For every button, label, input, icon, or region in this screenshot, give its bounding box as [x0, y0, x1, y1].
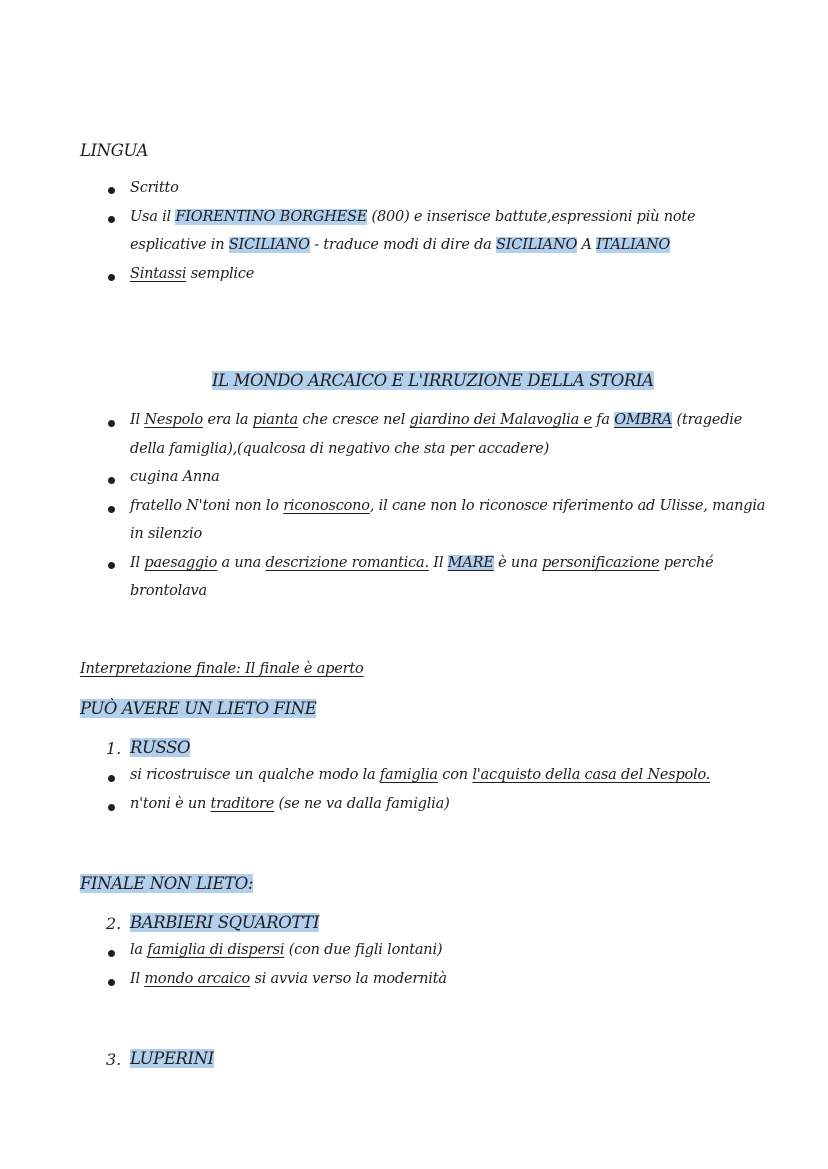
list-number: 2.: [106, 914, 122, 933]
list-item: [130, 971, 447, 987]
section-heading-lieto: [80, 699, 316, 718]
text: n'toni è un: [130, 796, 211, 812]
bullet-icon: [108, 979, 115, 986]
underlined-text: riconoscono: [283, 498, 370, 514]
list-item: [130, 555, 714, 571]
text: era la: [203, 412, 253, 428]
section-heading-lingua: LINGUA: [80, 141, 149, 160]
list-item: [130, 767, 710, 783]
text: si avvia verso la modernità: [250, 971, 447, 987]
bullet-icon: [108, 804, 115, 811]
text: esplicative in: [130, 237, 229, 253]
critic-russo: [130, 738, 190, 757]
critic-luperini: [130, 1049, 214, 1068]
bullet-icon: [108, 274, 115, 281]
text: fa: [591, 412, 615, 428]
underlined-text: famiglia: [379, 767, 438, 783]
underlined-text: Interpretazione finale: Il finale è aperto: [80, 661, 364, 677]
list-item: cugina Anna: [130, 469, 220, 485]
highlight: RUSSO: [130, 738, 191, 757]
interpretation-heading: [80, 661, 363, 677]
bullet-icon: [108, 506, 115, 513]
section-heading-nonlieto: [80, 874, 253, 893]
bullet-icon: [108, 216, 115, 223]
underlined-text: pianta: [252, 412, 298, 428]
text: semplice: [186, 266, 255, 282]
underlined-text: Nespolo: [144, 412, 204, 428]
list-item: [130, 498, 765, 514]
bullet-icon: [108, 950, 115, 957]
text: che cresce nel: [297, 412, 410, 428]
text: con: [437, 767, 473, 783]
highlight: PUÒ AVERE UN LIETO FINE: [80, 699, 317, 718]
underlined-text: l'acquisto della casa del Nespolo.: [472, 767, 711, 783]
bullet-icon: [108, 477, 115, 484]
text: A: [577, 237, 597, 253]
list-number: 1.: [106, 739, 122, 758]
highlight: BARBIERI SQUAROTTI: [130, 913, 320, 932]
text: Il: [428, 555, 448, 571]
underlined-text: mondo arcaico: [144, 971, 251, 987]
list-item-continuation: brontolava: [130, 583, 207, 599]
text: si ricostruisce un qualche modo la: [130, 767, 380, 783]
underlined-text: personificazione: [542, 555, 660, 571]
bullet-icon: [108, 562, 115, 569]
underlined-text: descrizione romantica.: [265, 555, 429, 571]
highlight: FINALE NON LIETO:: [80, 874, 254, 893]
text: è una: [493, 555, 543, 571]
list-item-continuation: della famiglia),(qualcosa di negativo che sta per accadere): [130, 441, 550, 457]
text: la: [130, 942, 148, 958]
highlight: SICILIANO: [496, 237, 578, 253]
text: fratello N'toni non lo: [130, 498, 284, 514]
underlined-text: traditore: [210, 796, 275, 812]
bullet-icon: [108, 187, 115, 194]
highlight: OMBRA: [614, 412, 673, 428]
section-heading-mondo: [212, 371, 654, 390]
text: (tragedie: [672, 412, 743, 428]
text: a una: [217, 555, 266, 571]
underlined-text: famiglia di dispersi: [147, 942, 285, 958]
list-item: Scritto: [130, 180, 179, 196]
text: Il: [130, 412, 145, 428]
highlight: ITALIANO: [596, 237, 671, 253]
highlight: MARE: [447, 555, 494, 571]
critic-barbieri: [130, 913, 319, 932]
list-item: [130, 266, 254, 282]
highlight: SICILIANO: [228, 237, 310, 253]
underlined-text: Sintassi: [130, 266, 187, 282]
list-item: [130, 796, 450, 812]
list-item: [130, 412, 742, 428]
highlight: FIORENTINO BORGHESE: [175, 209, 368, 225]
bullet-icon: [108, 420, 115, 427]
text: , il cane non lo riconosce riferimento ad Ulisse, mangia: [369, 498, 766, 514]
list-item-continuation: [130, 237, 670, 253]
text: perché: [659, 555, 714, 571]
text: Il: [130, 971, 145, 987]
list-item: [130, 942, 442, 958]
highlight: LUPERINI: [130, 1049, 214, 1068]
list-number: 3.: [106, 1050, 122, 1069]
bullet-icon: [108, 775, 115, 782]
text: Il: [130, 555, 145, 571]
text: - traduce modi di dire da: [309, 237, 497, 253]
underlined-text: giardino dei Malavoglia e: [409, 412, 592, 428]
highlight: IL MONDO ARCAICO E L'IRRUZIONE DELLA STORIA: [212, 371, 654, 390]
text: (800) e inserisce battute,espressioni più note: [367, 209, 696, 225]
list-item: [130, 209, 695, 225]
underlined-text: paesaggio: [144, 555, 218, 571]
text: (con due figli lontani): [284, 942, 443, 958]
text: (se ne va dalla famiglia): [274, 796, 450, 812]
text: Usa il: [130, 209, 176, 225]
list-item-continuation: in silenzio: [130, 526, 203, 542]
